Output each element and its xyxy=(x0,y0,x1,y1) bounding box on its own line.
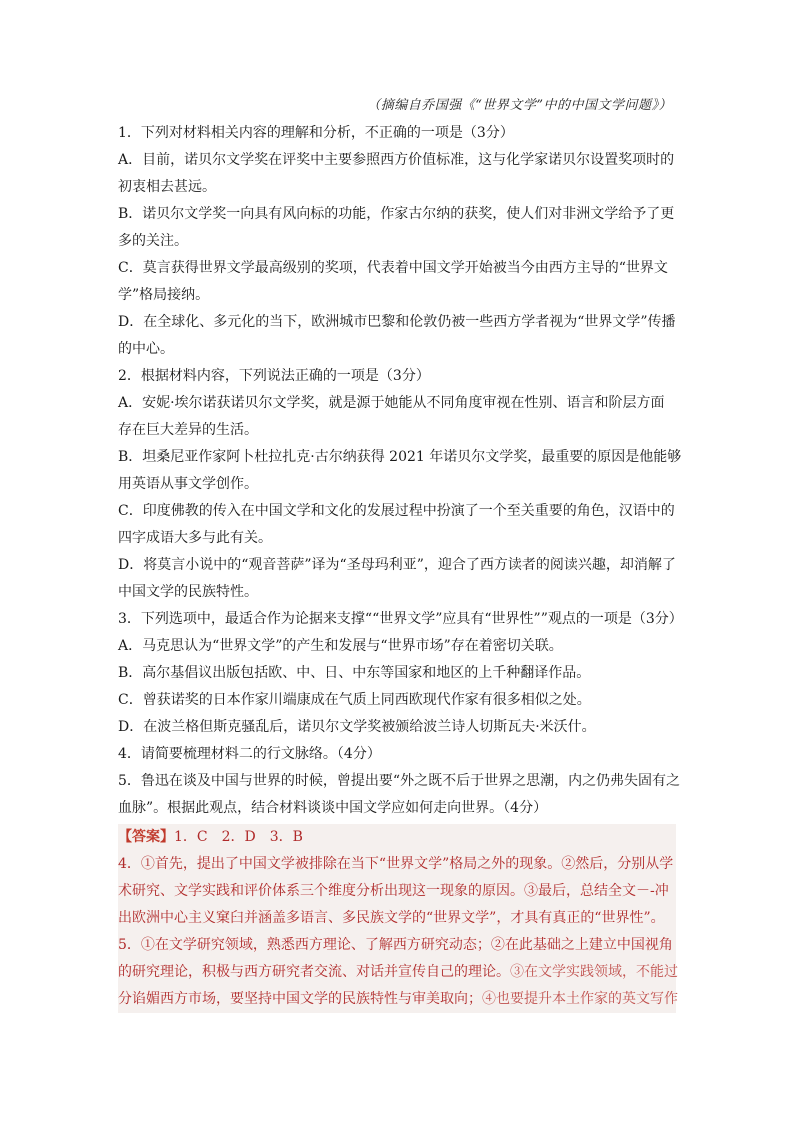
answer-line: 4．①首先，提出了中国文学被排除在当下“世界文学”格局之外的现象。②然后，分别从学 xyxy=(118,856,674,872)
question-line: 初衷相去甚远。 xyxy=(118,179,216,195)
question-line: 血脉”。根据此观点，结合材料谈谈中国文学应如何走向世界。（4分） xyxy=(118,800,548,816)
answer-line-part: 分谄媚西方市场，要坚持中国文学的民族特性与审美取向； xyxy=(118,991,482,1007)
question-line: D．在全球化、多元化的当下，欧洲城市巴黎和伦敦仍被一些西方学者视为“世界文学”传播 xyxy=(118,314,676,330)
answer-line-part: ③在文学实践领域，不能过 xyxy=(510,964,678,980)
question-line: A．安妮·埃尔诺获诺贝尔文学奖，就是源于她能从不同角度审视在性别、语言和阶层方面 xyxy=(118,395,665,411)
answer-tag: 【答案】 xyxy=(118,829,174,845)
question-stem: 2．根据材料内容，下列说法正确的一项是（3分） xyxy=(118,368,430,384)
source-citation: （摘编自乔国强《“世界文学”中的中国文学问题》） xyxy=(367,98,672,113)
answer-block xyxy=(118,824,676,1013)
question-line: 用英语从事文学创作。 xyxy=(118,476,258,492)
answer-line xyxy=(118,959,676,986)
answer-line: 出欧洲中心主义窠臼并涵盖多语言、多民族文学的“世界文学”，才具有真正的“世界性”。 xyxy=(118,910,665,926)
question-line: A．马克思认为“世界文学”的产生和发展与“世界市场”存在着密切关联。 xyxy=(118,638,563,654)
question-line: C．曾获诺奖的日本作家川端康成在气质上同西欧现代作家有很多相似之处。 xyxy=(118,692,591,708)
question-line: 的中心。 xyxy=(118,341,174,357)
answer-line-part: ④也要提升本土作家的英文写作 xyxy=(482,991,678,1007)
answer-line xyxy=(118,986,676,1013)
question-stem: 5．鲁迅在谈及中国与世界的时候，曾提出要“外之既不后于世界之思潮，内之仍弗失固有之 xyxy=(118,773,681,789)
answer-mc: 1．C 2．D 3．B xyxy=(174,829,303,845)
questions-list xyxy=(118,120,683,822)
question-line: B．诺贝尔文学奖一向具有风向标的功能，作家古尔纳的获奖，使人们对非洲文学给予了更 xyxy=(118,206,675,222)
question-stem: 1．下列对材料相关内容的理解和分析，不正确的一项是（3分） xyxy=(118,125,514,141)
question-line: C．莫言获得世界文学最高级别的奖项，代表着中国文学开始被当今由西方主导的“世界文 xyxy=(118,260,668,276)
question-line: 学”格局接纳。 xyxy=(118,287,210,303)
question-line: 中国文学的民族特性。 xyxy=(118,584,258,600)
question-line: B．坦桑尼亚作家阿卜杜拉扎克·古尔纳获得 2021 年诺贝尔文学奖，最重要的原因是他能够 xyxy=(118,449,682,465)
question-line: D．在波兰格但斯克骚乱后，诺贝尔文学奖被颁给波兰诗人切斯瓦夫·米沃什。 xyxy=(118,719,596,735)
question-line: 四字成语大多与此有关。 xyxy=(118,530,272,546)
question-line: B．高尔基倡议出版包括欧、中、日、中东等国家和地区的上千种翻译作品。 xyxy=(118,665,591,681)
question-line: 多的关注。 xyxy=(118,233,188,249)
question-line: A．目前，诺贝尔文学奖在评奖中主要参照西方价值标准，这与化学家诺贝尔设置奖项时的 xyxy=(118,152,675,168)
answer-line: 术研究、文学实践和评价体系三个维度分析出现这一现象的原因。③最后，总结全文－-冲 xyxy=(118,883,669,899)
question-line: D．将莫言小说中的“观音菩萨”译为“圣母玛利亚”，迎合了西方读者的阅读兴趣，却消解了 xyxy=(118,557,676,573)
question-stem: 4．请简要梳理材料二的行文脉络。（4分） xyxy=(118,746,381,762)
answer-line-mc xyxy=(118,824,676,851)
answer-line: 5．①在文学研究领域，熟悉西方理论、了解西方研究动态；②在此基础之上建立中国视角 xyxy=(118,937,673,953)
question-section xyxy=(118,120,683,1013)
question-stem: 3．下列选项中，最适合作为论据来支撑““世界文学”应具有“世界性””观点的一项是（3分） xyxy=(118,611,683,627)
answer-line-part: 的研究理论，积极与西方研究者交流、对话并宣传自己的理论。 xyxy=(118,964,510,980)
question-line: C．印度佛教的传入在中国文学和文化的发展过程中扮演了一个至关重要的角色，汉语中的 xyxy=(118,503,675,519)
question-line: 存在巨大差异的生活。 xyxy=(118,422,258,438)
